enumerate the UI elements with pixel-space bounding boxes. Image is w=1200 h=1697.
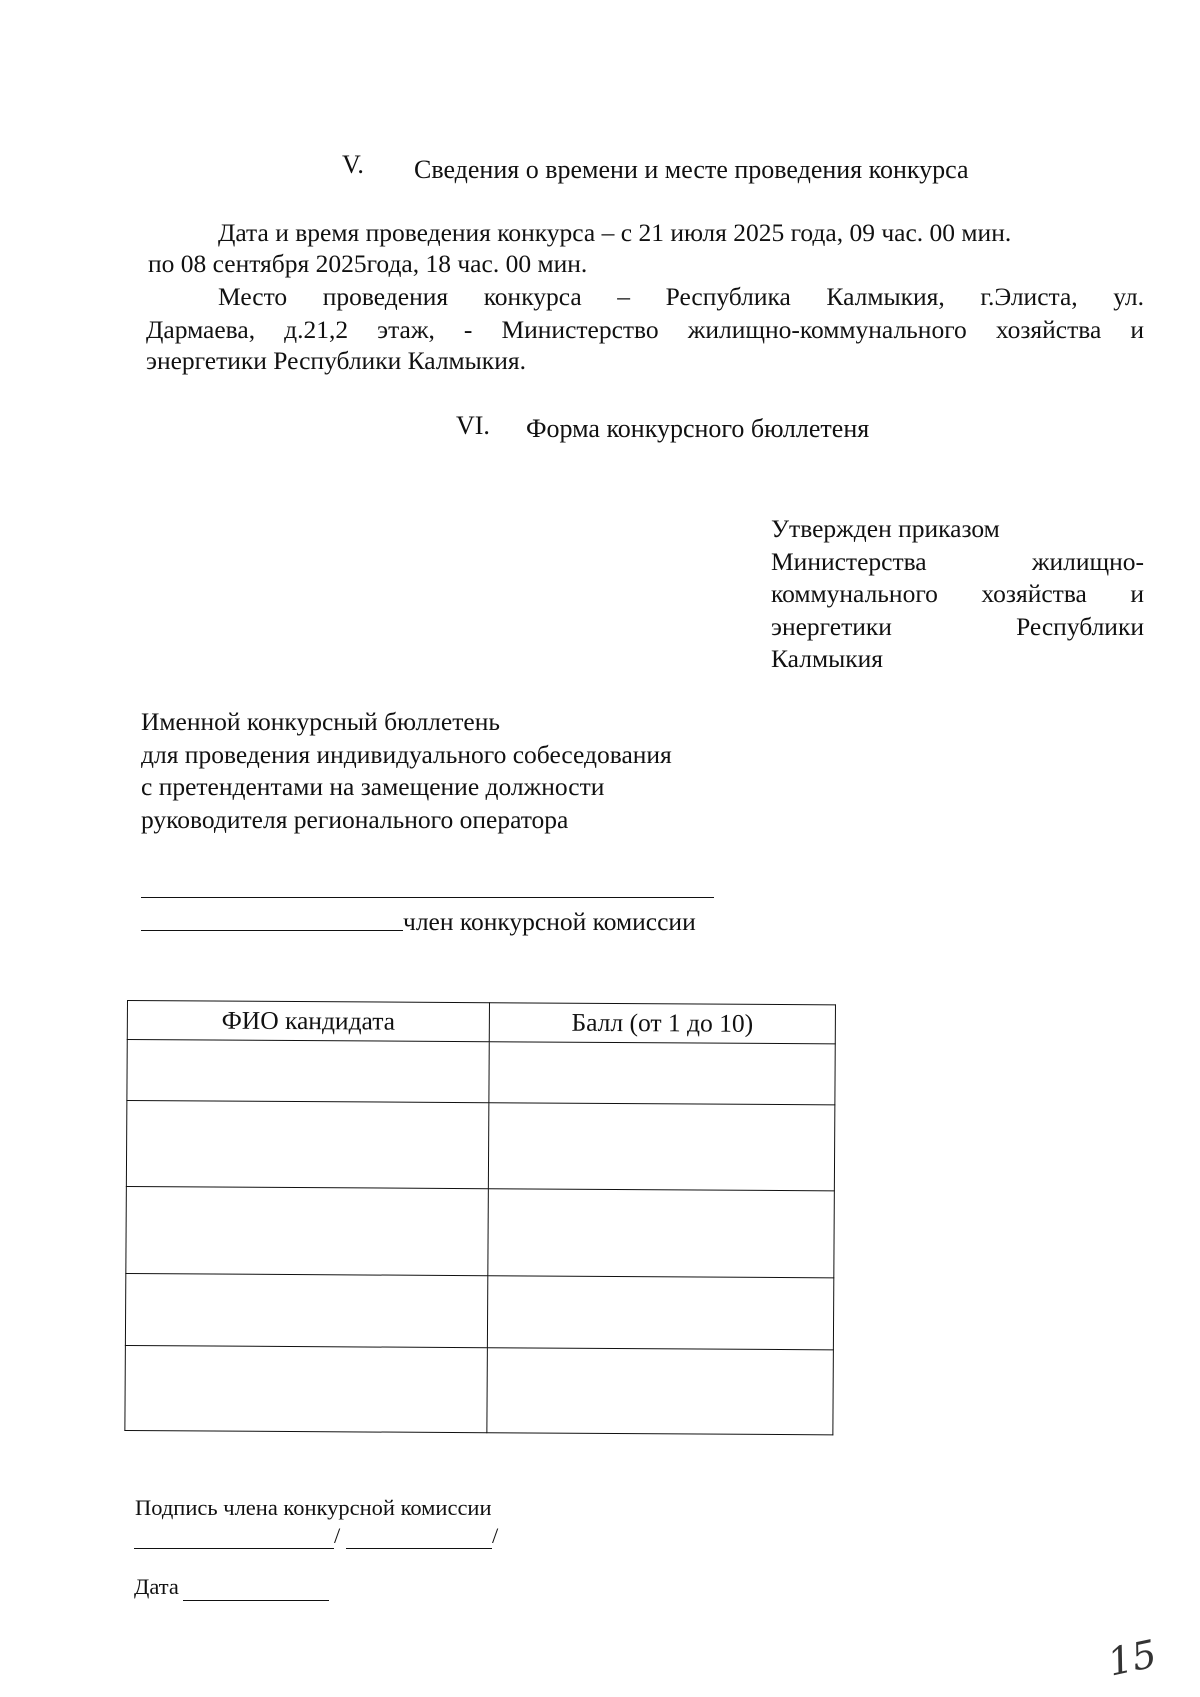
bulletin-line: с претендентами на замещение должности — [141, 772, 605, 801]
date-label: Дата — [134, 1574, 179, 1599]
score-cell[interactable] — [487, 1348, 834, 1435]
table-row — [127, 1040, 835, 1105]
table-header-row — [127, 1001, 835, 1044]
candidate-name-cell[interactable] — [126, 1101, 489, 1189]
candidate-name-cell[interactable] — [125, 1273, 487, 1347]
bulletin-line: для проведения индивидуального собеседования — [141, 739, 672, 769]
contest-place-line-1: Место проведения конкурса – Республика Калмыкия, г.Элиста, ул. — [218, 282, 1144, 311]
header-candidate-name: ФИО кандидата — [127, 1001, 489, 1042]
header-score: Балл (от 1 до 10) — [489, 1003, 835, 1044]
contest-date-line-1: Дата и время проведения конкурса – с 21 июля 2025 года, 09 час. 00 мин. — [218, 218, 1012, 247]
bulletin-heading — [141, 706, 672, 836]
ballot-table — [124, 1000, 836, 1435]
member-name-line — [141, 897, 714, 898]
member-short-line — [141, 930, 403, 931]
table-row — [126, 1101, 835, 1191]
member-label: член конкурсной комиссии — [403, 907, 696, 936]
date-line[interactable] — [183, 1600, 329, 1601]
approval-line: Калмыкия — [771, 644, 883, 673]
bulletin-line: руководителя регионального оператора — [141, 804, 569, 834]
signature-slash: / — [492, 1523, 499, 1548]
score-cell[interactable] — [488, 1189, 835, 1278]
approval-line: коммунального хозяйства и — [771, 579, 1144, 608]
section-5-title: Сведения о времени и месте проведения конкурса — [414, 155, 969, 184]
table-row — [125, 1273, 833, 1349]
signature-label: Подпись члена конкурсной комиссии — [135, 1495, 492, 1520]
approval-line: Министерства жилищно- — [771, 546, 1144, 576]
contest-place-line-2: Дармаева, д.21,2 этаж, - Министерство жилищно-коммунального хозяйства и — [146, 315, 1144, 344]
contest-date-line-2: по 08 сентября 2025года, 18 час. 00 мин. — [148, 249, 588, 278]
signature-name-line[interactable] — [346, 1548, 492, 1549]
score-cell[interactable] — [488, 1103, 835, 1191]
table-row — [125, 1345, 834, 1434]
candidate-name-cell[interactable] — [126, 1186, 489, 1275]
page-number: 15 — [1103, 1631, 1161, 1685]
section-5-number: V. — [342, 150, 364, 179]
section-6-number: VI. — [456, 411, 490, 440]
score-cell[interactable] — [487, 1276, 833, 1350]
approval-line: Утвержден приказом — [771, 514, 1000, 543]
approval-line: энергетики Республики — [771, 611, 1144, 641]
signature-line[interactable] — [134, 1548, 334, 1549]
score-cell[interactable] — [489, 1042, 835, 1105]
approval-block — [771, 513, 1144, 676]
candidate-name-cell[interactable] — [127, 1040, 489, 1103]
candidate-name-cell[interactable] — [125, 1345, 488, 1432]
bulletin-line: Именной конкурсный бюллетень — [141, 707, 500, 736]
contest-place-line-3: энергетики Республики Калмыкия. — [146, 346, 526, 375]
signature-slash: / — [334, 1523, 341, 1548]
section-6-title: Форма конкурсного бюллетеня — [526, 414, 870, 443]
table-row — [126, 1186, 835, 1277]
